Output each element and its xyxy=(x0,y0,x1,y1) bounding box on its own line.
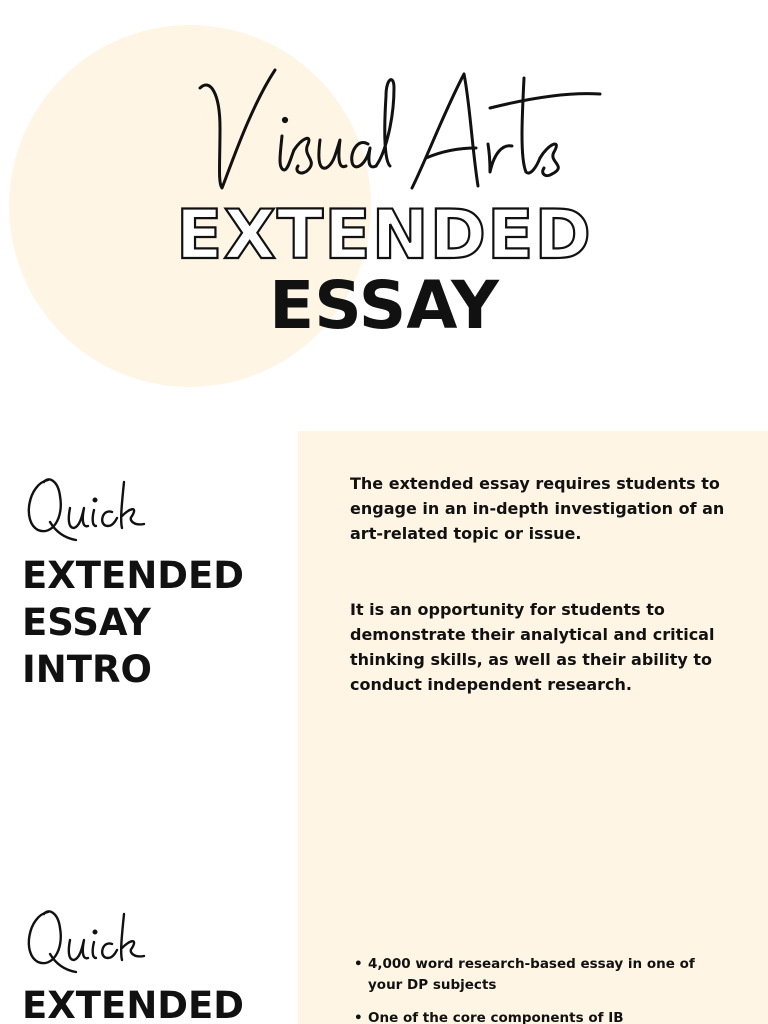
title-extended-outline: EXTENDED xyxy=(176,196,592,275)
list-item: • One of the core components of IB xyxy=(352,1008,712,1024)
script-title-visual-arts xyxy=(190,48,610,198)
section1-heading xyxy=(22,552,244,693)
intro-paragraph-1: The extended essay requires students to engage in an in-depth investigation of an art-related topic or issue. xyxy=(350,474,725,543)
heading-line: INTRO xyxy=(22,648,152,691)
script-label-quick xyxy=(20,462,150,542)
list-item: • 4,000 word research-based essay in one of your DP subjects xyxy=(352,954,712,996)
heading-line: ESSAY xyxy=(22,601,151,644)
key-facts-list xyxy=(352,954,712,1024)
title-essay: ESSAY xyxy=(269,267,499,344)
script-label-quick xyxy=(20,894,150,974)
heading-line: EXTENDED xyxy=(22,554,244,597)
section2-heading xyxy=(22,982,244,1024)
heading-line: EXTENDED xyxy=(22,984,244,1024)
intro-paragraph-2: It is an opportunity for students to demonstrate their analytical and critical thinking skills, as well as their ability to conduct independent research. xyxy=(350,600,715,694)
